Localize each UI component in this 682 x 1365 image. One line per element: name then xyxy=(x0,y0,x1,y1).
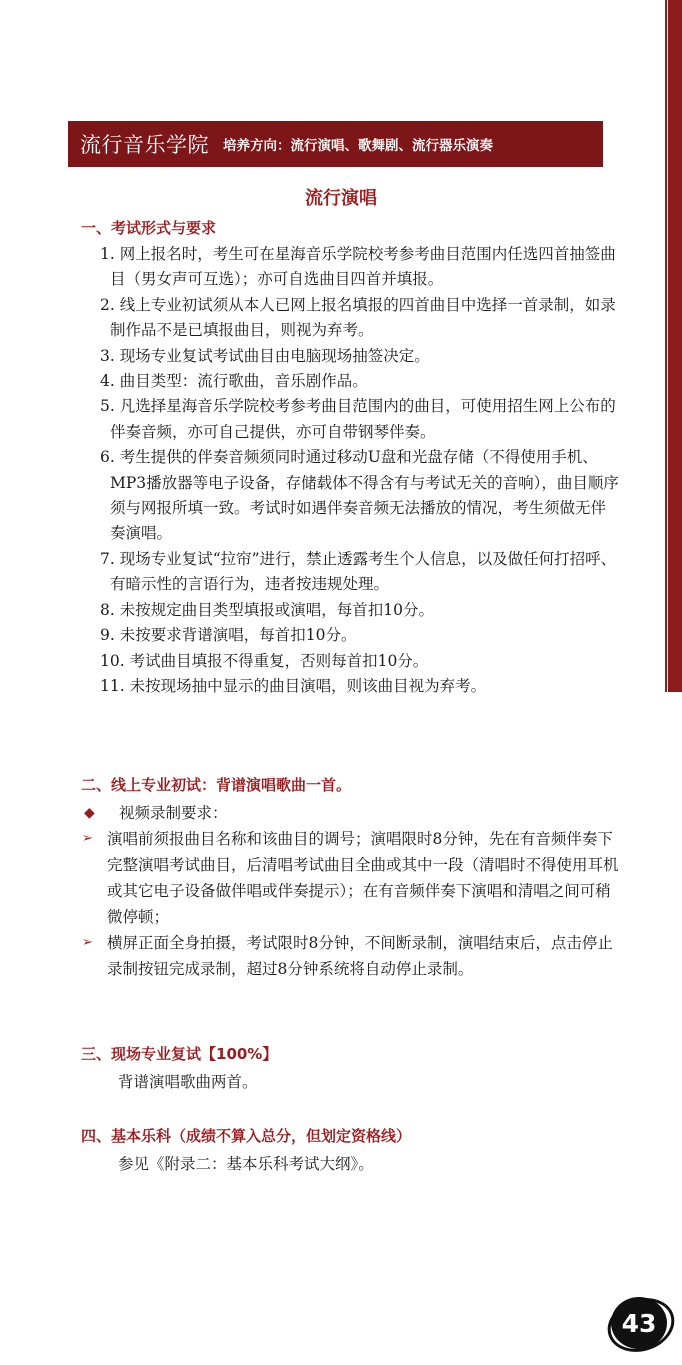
list-item xyxy=(82,800,622,826)
section-title: 流行演唱 xyxy=(305,188,377,209)
banner-subtitle: 培养方向：流行演唱、歌舞剧、流行器乐演奏 xyxy=(223,138,493,154)
requirements-list xyxy=(100,242,620,699)
list-item: 7. 现场专业复试“拉帘”进行，禁止透露考生个人信息，以及做任何打招呼、有暗示性的言语行为，违者按违规处理。 xyxy=(100,549,617,594)
bullet-intro: 视频录制要求： xyxy=(119,804,228,822)
part2-heading: 二、线上专业初试：背谱演唱歌曲一首。 xyxy=(81,776,352,794)
page-number-badge xyxy=(611,1297,667,1349)
diamond-bullet-icon: ◆ xyxy=(84,805,95,821)
college-banner xyxy=(68,121,603,167)
list-item: 1. 网上报名时，考生可在星海音乐学院校考参考曲目范围内任选四首抽签曲目（男女声可互选）；亦可自选曲目四首并填报。 xyxy=(100,245,616,289)
arrow-bullet-icon: ➢ xyxy=(82,935,93,950)
banner-title: 流行音乐学院 xyxy=(80,133,209,157)
list-item: 11. 未按现场抽中显示的曲目演唱，则该曲目视为弃考。 xyxy=(100,676,487,695)
list-item: 6. 考生提供的伴奏音频须同时通过移动U盘和光盘存储（不得使用手机、MP3播放器等电子设备，存储载体不得含有与考试无关的音响），曲目顺序须与网报所填一致。考试时如遇伴奏音频无法播放的情况，考生须做无伴奏演唱。 xyxy=(100,448,619,543)
list-item: 3. 现场专业复试考试曲目由电脑现场抽签决定。 xyxy=(100,346,430,365)
list-item: 4. 曲目类型：流行歌曲，音乐剧作品。 xyxy=(100,372,368,391)
recording-requirements xyxy=(82,800,622,982)
bullet-text: 横屏正面全身拍摄，考试限时8分钟，不间断录制，演唱结束后，点击停止录制按钮完成录制，超过8分钟系统将自动停止录制。 xyxy=(107,934,613,978)
arrow-bullet-icon: ➢ xyxy=(82,831,93,846)
list-item: 2. 线上专业初试须从本人已网上报名填报的四首曲目中选择一首录制，如录制作品不是已填报曲目，则视为弃考。 xyxy=(100,295,616,340)
bullet-text: 演唱前须报曲目名称和该曲目的调号；演唱限时8分钟，先在有音频伴奏下完整演唱考试曲目，后清唱考试曲目全曲或其中一段（清唱时不得使用耳机或其它电子设备做伴唱或伴奏提示）；在有音频伴奏下演唱和清唱之间可稍微停顿； xyxy=(107,830,619,926)
part3-text: 背谱演唱歌曲两首。 xyxy=(118,1073,258,1091)
list-item: 10. 考试曲目填报不得重复，否则每首扣10分。 xyxy=(100,651,429,670)
page-edge-bar xyxy=(668,0,682,692)
part1-heading: 一、考试形式与要求 xyxy=(81,219,217,237)
list-item: 9. 未按要求背谱演唱，每首扣10分。 xyxy=(100,626,357,645)
list-item xyxy=(82,826,622,930)
part3-heading: 三、现场专业复试【100%】 xyxy=(81,1045,278,1063)
part4-heading: 四、基本乐科（成绩不算入总分，但划定资格线） xyxy=(81,1127,412,1145)
part4-text: 参见《附录二：基本乐科考试大纲》。 xyxy=(118,1155,374,1173)
page-number: 43 xyxy=(621,1308,657,1338)
list-item xyxy=(82,930,622,982)
list-item: 8. 未按规定曲目类型填报或演唱，每首扣10分。 xyxy=(100,600,434,619)
list-item: 5. 凡选择星海音乐学院校考参考曲目范围内的曲目，可使用招生网上公布的伴奏音频，亦可自己提供，亦可自带钢琴伴奏。 xyxy=(100,397,616,441)
